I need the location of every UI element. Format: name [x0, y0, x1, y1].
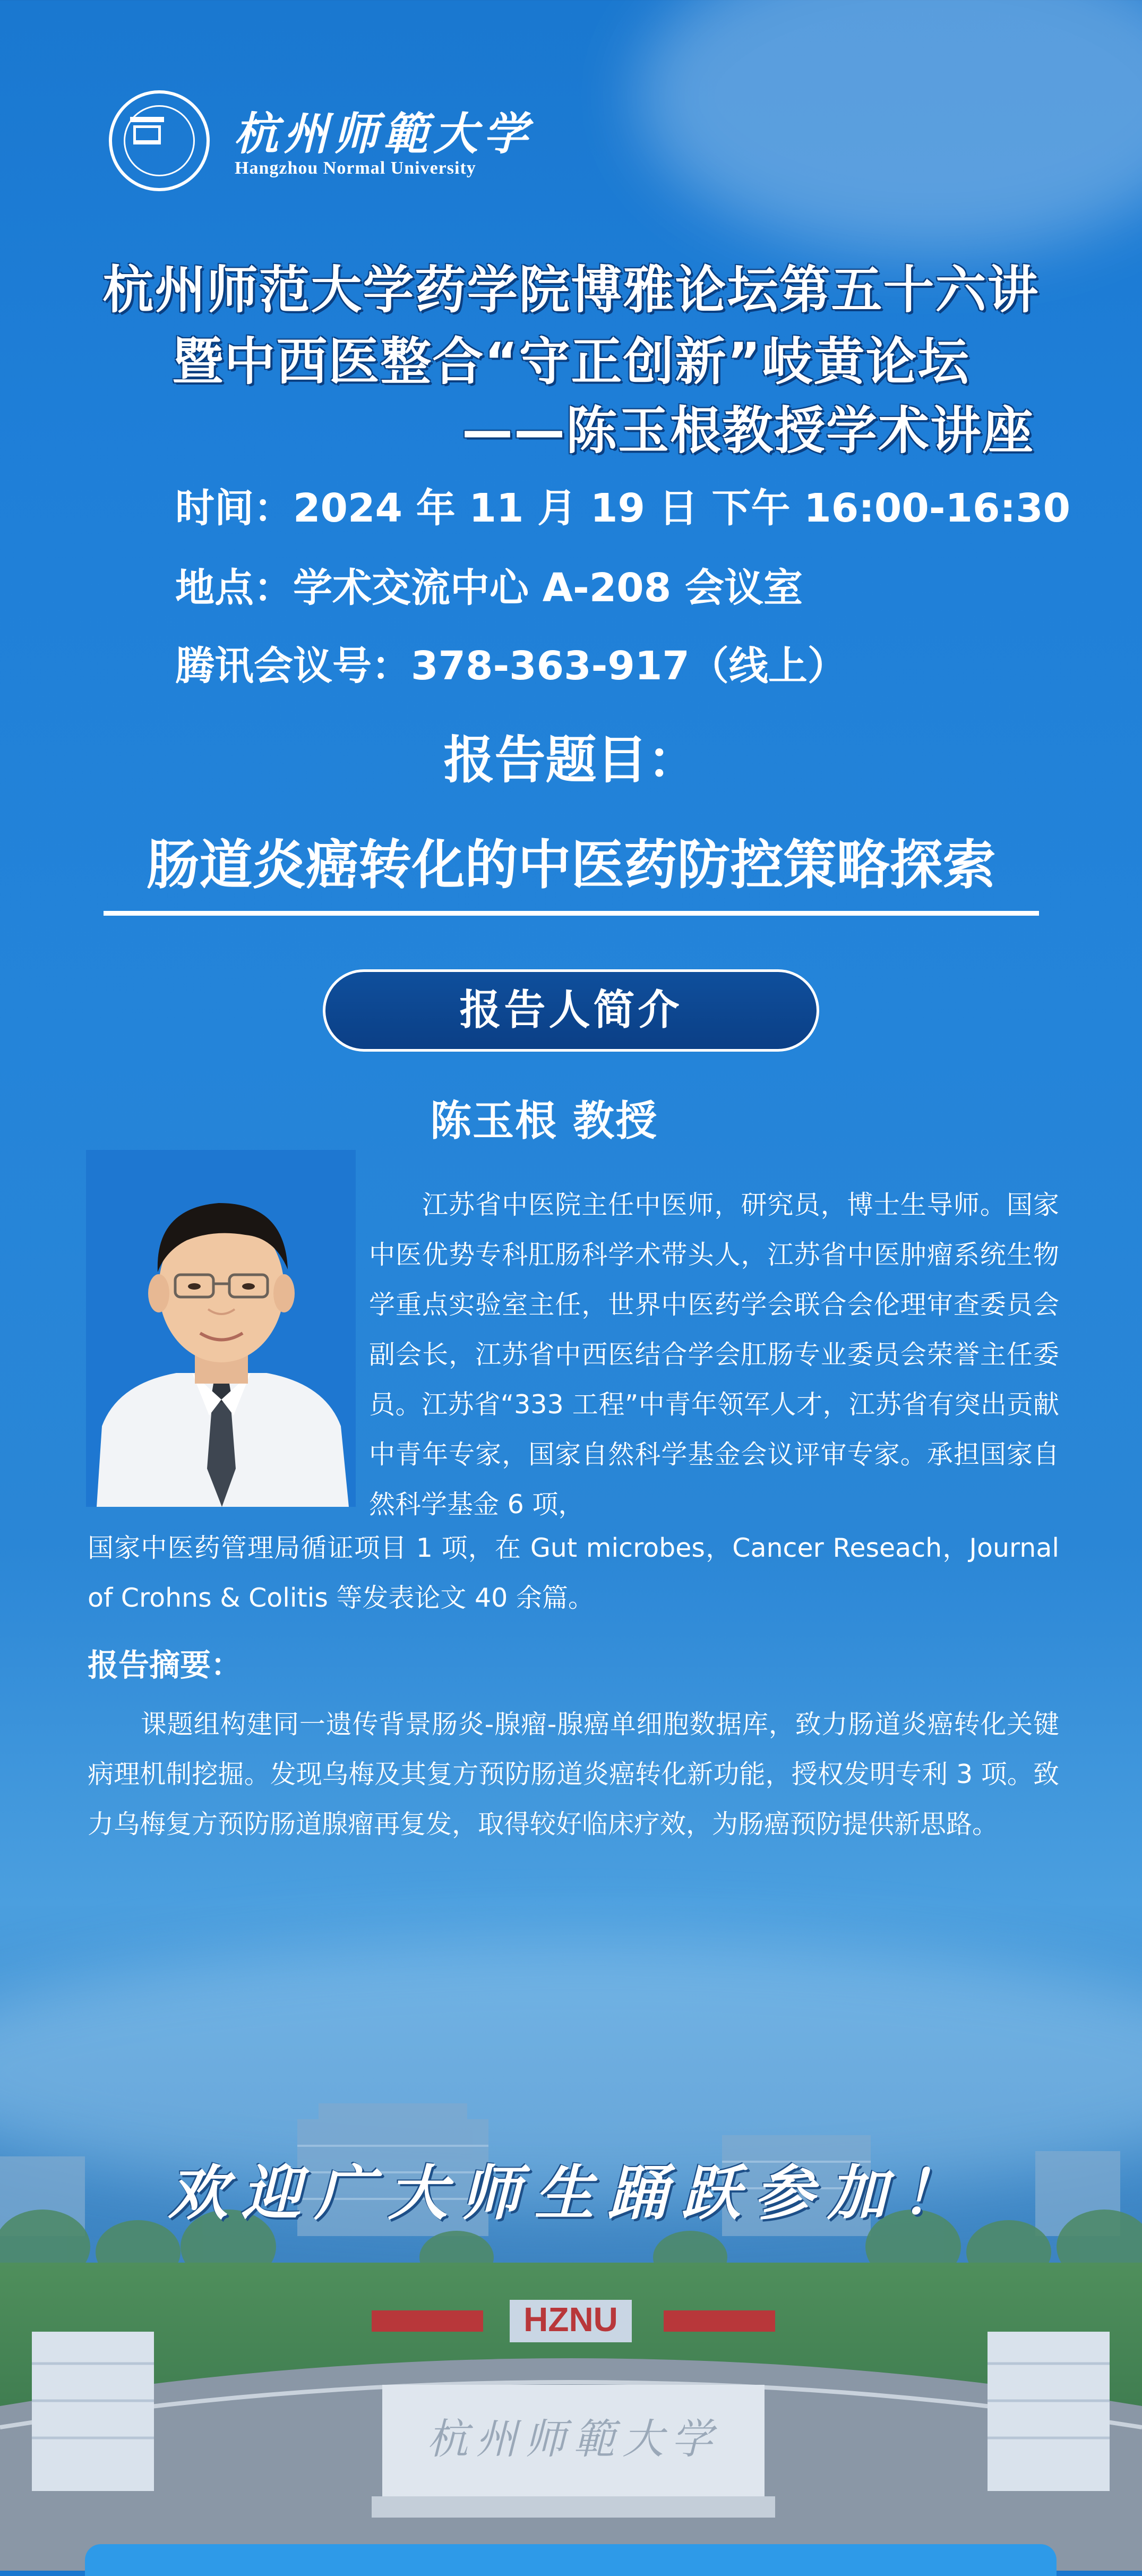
gate-inscription: 杭州师範大学 — [426, 2416, 720, 2463]
speaker-photo — [86, 1150, 356, 1507]
abstract-label: 报告摘要： — [88, 1647, 242, 1683]
bottom-bar — [85, 2544, 1057, 2576]
university-seal-icon — [109, 90, 210, 191]
university-name-en: Hangzhou Normal University — [235, 158, 476, 178]
welcome-slogan: 欢迎广大师生踊跃参加！ — [168, 2159, 974, 2228]
title-line-3: ——陈玉根教授学术讲座 — [462, 401, 1034, 460]
meeting-number: 腾讯会议号：378-363-917（线上） — [175, 643, 847, 689]
event-place: 地点：学术交流中心 A-208 会议室 — [175, 565, 803, 611]
event-time: 时间：2024 年 11 月 19 日 下午 16:00-16:30 — [175, 485, 1071, 531]
campus-sign-text: HZNU — [523, 2300, 618, 2339]
abstract-text: 课题组构建同一遗传背景肠炎-腺瘤-腺癌单细胞数据库，致力肠道炎癌转化关键病理机制挖掘。发现乌梅及其复方预防肠道炎癌转化新功能，授权发明专利 3 项。致力乌梅复方预防肠道腺瘤再复发，取得较好临床疗效，为肠癌预防提供新思路。 — [88, 1709, 1059, 1839]
speaker-bio-main: 江苏省中医院主任中医师，研究员，博士生导师。国家中医优势专科肛肠科学术带头人，江苏省中医肿瘤系统生物学重点实验室主任，世界中医药学会联合会伦理审查委员会副会长，江苏省中西医结合学会肛肠专业委员会荣誉主任委员。江苏省“333 工程”中青年领军人才，江苏省有突出贡献中青年专家，国家自然科学基金会议评审专家。承担国家自然科学基金 6 项， — [369, 1190, 1059, 1520]
university-name-cn: 杭州师範大学 — [234, 107, 534, 160]
cloud-glow — [637, 0, 1142, 255]
title-line-1: 杭州师范大学药学院博雅论坛第五十六讲 — [102, 260, 1040, 320]
speaker-section-badge: 报告人简介 — [323, 969, 819, 1052]
speaker-bio-main-wrap — [369, 1180, 1059, 1541]
report-title-label: 报告题目： — [443, 730, 699, 790]
report-topic: 肠道炎癌转化的中医药防控策略探索 — [146, 834, 996, 896]
divider — [104, 911, 1039, 916]
speaker-bio-tail: 国家中医药管理局循证项目 1 项，在 Gut microbes，Cancer Reseach，Journal of Crohns & Colitis 等发表论文 40 余篇。 — [88, 1533, 1059, 1613]
speaker-name: 陈玉根 教授 — [430, 1097, 658, 1145]
title-line-2: 暨中西医整合“守正创新”岐黄论坛 — [172, 332, 970, 391]
